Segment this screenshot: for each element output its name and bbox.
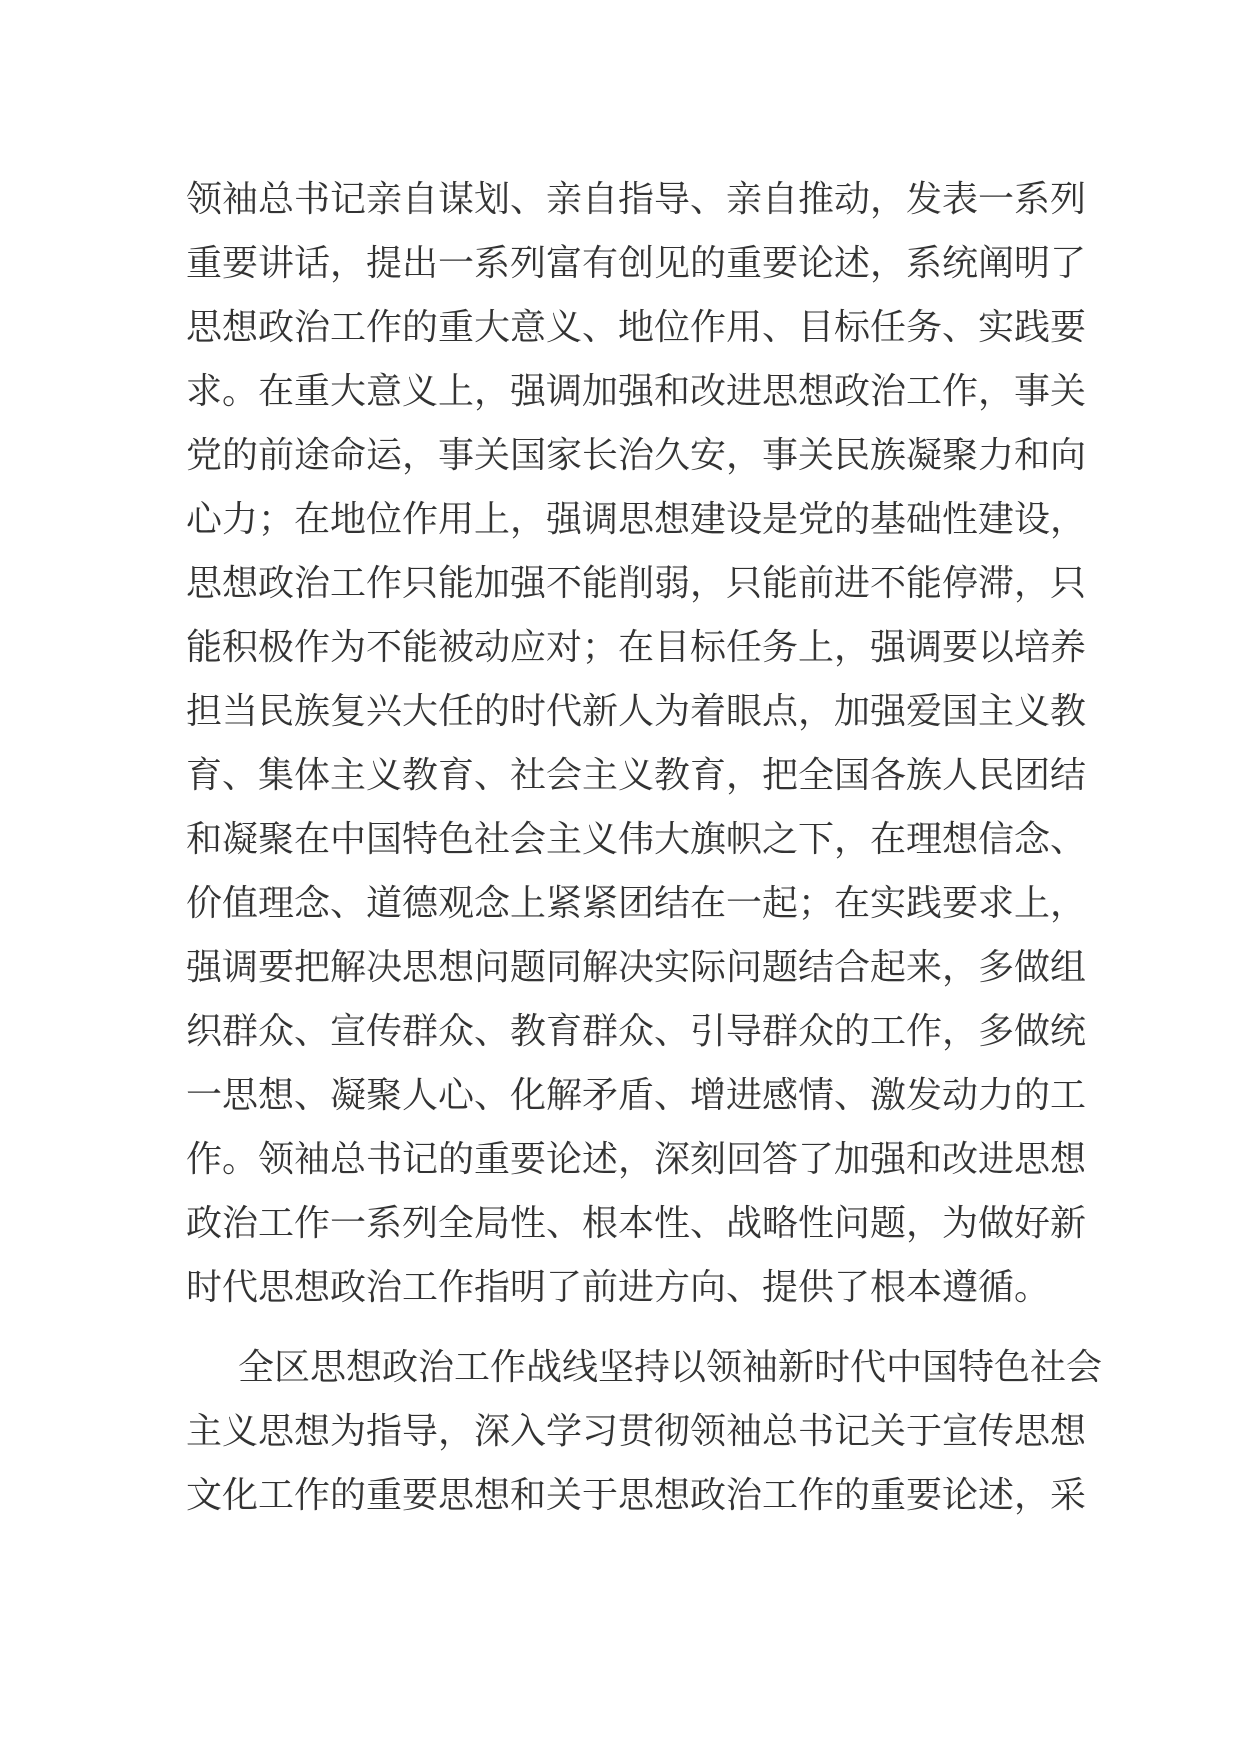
paragraph-line: 强调要把解决思想问题同解决实际问题结合起来，多做组 [186,947,1087,988]
paragraph-line: 能积极作为不能被动应对；在目标任务上，强调要以培养 [186,627,1087,668]
paragraph-1 [186,168,1087,1320]
paragraph-line: 织群众、宣传群众、教育群众、引导群众的工作，多做统 [186,1011,1087,1052]
paragraph-line: 领袖总书记亲自谋划、亲自指导、亲自推动，发表一系列 [186,179,1087,220]
paragraph-line: 担当民族复兴大任的时代新人为着眼点，加强爱国主义教 [186,691,1087,732]
paragraph-spacer [186,1320,1056,1336]
paragraph-line: 心力；在地位作用上，强调思想建设是党的基础性建设， [186,499,1087,540]
paragraph-2 [186,1336,1103,1528]
paragraph-line: 价值理念、道德观念上紧紧团结在一起；在实践要求上， [186,883,1087,924]
paragraph-line: 育、集体主义教育、社会主义教育，把全国各族人民团结 [186,755,1087,796]
paragraph-line: 全区思想政治工作战线坚持以领袖新时代中国特色社会 [238,1347,1103,1388]
paragraph-line: 文化工作的重要思想和关于思想政治工作的重要论述，采 [186,1475,1087,1516]
paragraph-line: 时代思想政治工作指明了前进方向、提供了根本遵循。 [186,1267,1051,1308]
paragraph-line: 思想政治工作只能加强不能削弱，只能前进不能停滞，只 [186,563,1087,604]
paragraph-line: 政治工作一系列全局性、根本性、战略性问题，为做好新 [186,1203,1087,1244]
paragraph-line: 重要讲话，提出一系列富有创见的重要论述，系统阐明了 [186,243,1087,284]
paragraph-line: 和凝聚在中国特色社会主义伟大旗帜之下，在理想信念、 [186,819,1087,860]
paragraph-line: 党的前途命运，事关国家长治久安，事关民族凝聚力和向 [186,435,1087,476]
paragraph-line: 一思想、凝聚人心、化解矛盾、增进感情、激发动力的工 [186,1075,1087,1116]
paragraph-line: 主义思想为指导，深入学习贯彻领袖总书记关于宣传思想 [186,1411,1087,1452]
paragraph-line: 求。在重大意义上，强调加强和改进思想政治工作，事关 [186,371,1087,412]
body-text [186,168,1103,1528]
paragraph-line: 思想政治工作的重大意义、地位作用、目标任务、实践要 [186,307,1087,348]
paragraph-line: 作。领袖总书记的重要论述，深刻回答了加强和改进思想 [186,1139,1087,1180]
